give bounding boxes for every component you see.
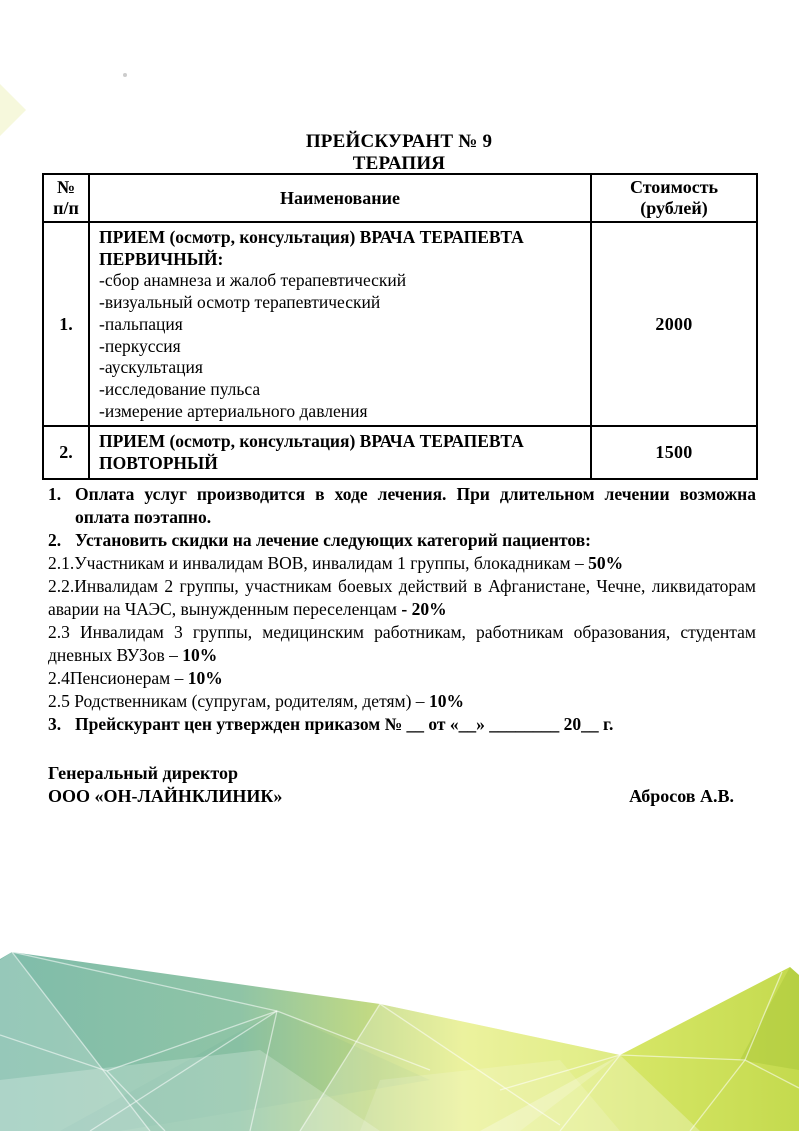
column-header-price bbox=[591, 174, 757, 222]
header-num-line1: № bbox=[56, 177, 76, 197]
note-discount: 10% bbox=[182, 645, 218, 665]
note-number: 3. bbox=[48, 714, 62, 734]
signature-left bbox=[48, 762, 282, 808]
title-line-2: ТЕРАПИЯ bbox=[352, 152, 446, 174]
note-2-2 bbox=[48, 575, 756, 621]
note-number: 1. bbox=[48, 484, 62, 504]
table-row bbox=[43, 426, 757, 478]
signature-block bbox=[48, 762, 756, 808]
note-text: 2.3 Инвалидам 3 группы, медицинским работникам, работникам образования, студентам дневных ВУЗов – bbox=[48, 622, 756, 665]
note-text: Установить скидки на лечение следующих категорий пациентов: bbox=[75, 530, 591, 550]
note-text: 2.2.Инвалидам 2 группы, участникам боевых действий в Афганистане, Чечне, ликвидаторам аварии на ЧАЭС, вынужденным переселенцам bbox=[48, 576, 756, 619]
service-item: -пальпация bbox=[99, 313, 183, 334]
service-item: -визуальный осмотр терапевтический bbox=[99, 292, 381, 313]
column-header-name: Наименование bbox=[89, 174, 591, 222]
header-price-line2: (рублей) bbox=[640, 198, 708, 218]
note-discount: 50% bbox=[588, 553, 624, 573]
signature-position: Генеральный директор bbox=[48, 763, 238, 783]
note-2 bbox=[48, 529, 756, 552]
title-line-1: ПРЕЙСКУРАНТ № 9 bbox=[305, 131, 493, 152]
note-text: 2.5 Родственникам (супругам, родителям, детям) – bbox=[48, 691, 429, 711]
note-discount: 10% bbox=[187, 668, 223, 688]
note-3 bbox=[48, 713, 756, 736]
note-2-5 bbox=[48, 690, 756, 713]
note-1 bbox=[48, 483, 756, 529]
decorative-footer-graphic bbox=[0, 930, 799, 1131]
service-item: -аускультация bbox=[99, 357, 203, 378]
column-header-num bbox=[43, 174, 89, 222]
row-number: 2. bbox=[43, 426, 89, 478]
header-price-line1: Стоимость bbox=[629, 177, 719, 197]
page-title bbox=[42, 131, 756, 174]
signature-company: ООО «ОН-ЛАЙНКЛИНИК» bbox=[48, 786, 283, 806]
note-text: 2.1.Участникам и инвалидам ВОВ, инвалидам 1 группы, блокадникам – bbox=[48, 553, 589, 573]
note-number: 2. bbox=[48, 530, 62, 550]
note-text: Оплата услуг производится в ходе лечения. При длительном лечении возможна оплата поэтапно. bbox=[75, 484, 756, 527]
note-2-4 bbox=[48, 667, 756, 690]
service-item: -исследование пульса bbox=[99, 378, 261, 399]
row-number: 1. bbox=[43, 222, 89, 426]
service-item: -измерение артериального давления bbox=[99, 400, 368, 421]
service-title: ПРИЕМ (осмотр, консультация) ВРАЧА ТЕРАПЕВТА ПЕРВИЧНЫЙ: bbox=[99, 227, 524, 269]
price-table bbox=[42, 173, 758, 480]
price-value: 1500 bbox=[591, 426, 757, 478]
note-2-1 bbox=[48, 552, 756, 575]
signature-name: Абросов А.В. bbox=[629, 786, 734, 806]
note-discount: 10% bbox=[428, 691, 464, 711]
notes-section bbox=[48, 483, 756, 736]
note-text: Прейскурант цен утвержден приказом № __ от «__» ________ 20__ г. bbox=[75, 714, 614, 734]
scan-artifact bbox=[0, 84, 26, 136]
scan-speck bbox=[123, 73, 127, 77]
price-value: 2000 bbox=[591, 222, 757, 426]
note-2-3 bbox=[48, 621, 756, 667]
service-item: -сбор анамнеза и жалоб терапевтический bbox=[99, 270, 407, 291]
service-cell bbox=[89, 222, 591, 426]
service-title: ПРИЕМ (осмотр, консультация) ВРАЧА ТЕРАПЕВТА ПОВТОРНЫЙ bbox=[99, 431, 524, 474]
header-num-line2: п/п bbox=[53, 198, 79, 218]
service-item: -перкуссия bbox=[99, 335, 181, 356]
note-discount: - 20% bbox=[401, 599, 447, 619]
table-header-row bbox=[43, 174, 757, 222]
note-text: 2.4Пенсионерам – bbox=[48, 668, 188, 688]
service-cell bbox=[89, 426, 591, 478]
table-row bbox=[43, 222, 757, 426]
